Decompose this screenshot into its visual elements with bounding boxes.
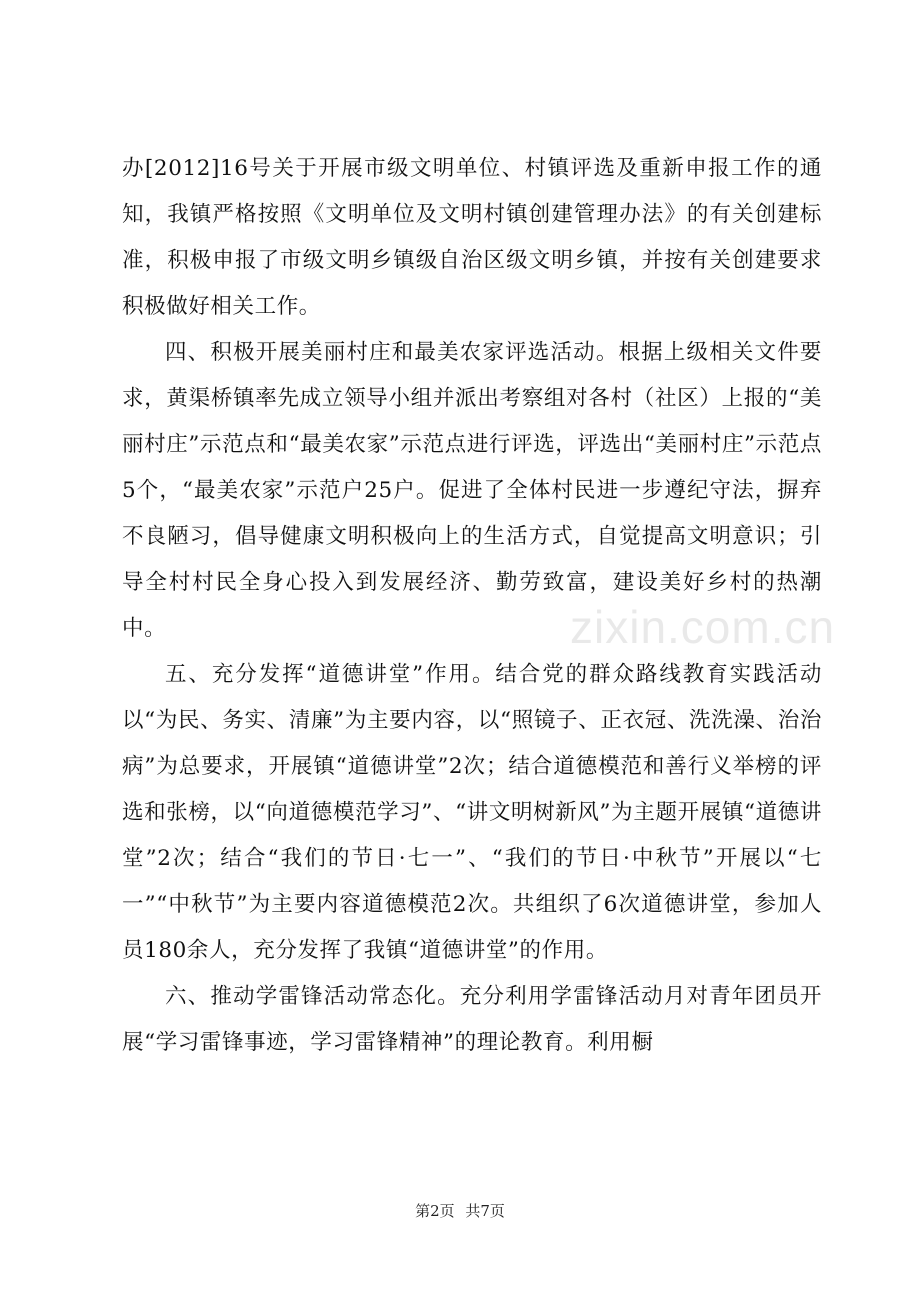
paragraph-3: 五、充分发挥“道德讲堂”作用。结合党的群众路线教育实践活动以“为民、务实、清廉”为主要内容，以“照镜子、正衣冠、洗洗澡、治治病”为总要求，开展镇“道德讲堂”2次；结合道德模范和善行义举榜的评选和张榜，以“向道德模范学习”、“讲文明树新风”为主题开展镇“道德讲堂”2次；结合“我们的节日·七一”、“我们的节日·中秋节”开展以“七一”“中秋节”为主要内容道德模范2次。共组织了6次道德讲堂，参加人员180余人，充分发挥了我镇“道德讲堂”的作用。 bbox=[122, 662, 822, 963]
page-total: 共7页 bbox=[465, 1202, 505, 1220]
page-number: 第2页 bbox=[415, 1202, 455, 1220]
paragraph-1: 办[2012]16号关于开展市级文明单位、村镇评选及重新申报工作的通知，我镇严格按照《文明单位及文明村镇创建管理办法》的有关创建标准，积极申报了市级文明乡镇级自治区级文明乡镇，并按有关创建要求积极做好相关工作。 bbox=[122, 156, 822, 319]
paragraph-2: 四、积极开展美丽村庄和最美农家评选活动。根据上级相关文件要求，黄渠桥镇率先成立领导小组并派出考察组对各村（社区）上报的“美丽村庄”示范点和“最美农家”示范点进行评选，评选出“美丽村庄”示范点5个，“最美农家”示范户25户。促进了全体村民进一步遵纪守法，摒弃不良陋习，倡导健康文明积极向上的生活方式，自觉提高文明意识；引导全村村民全身心投入到发展经济、勤劳致富，建设美好乡村的热潮中。 bbox=[122, 340, 822, 641]
watermark: zixin.com.cn bbox=[570, 601, 836, 653]
paragraph-4: 六、推动学雷锋活动常态化。充分利用学雷锋活动月对青年团员开展“学习雷锋事迹，学习雷锋精神”的理论教育。利用橱 bbox=[122, 984, 822, 1055]
page-footer bbox=[0, 1200, 920, 1221]
document-body bbox=[122, 146, 822, 1066]
